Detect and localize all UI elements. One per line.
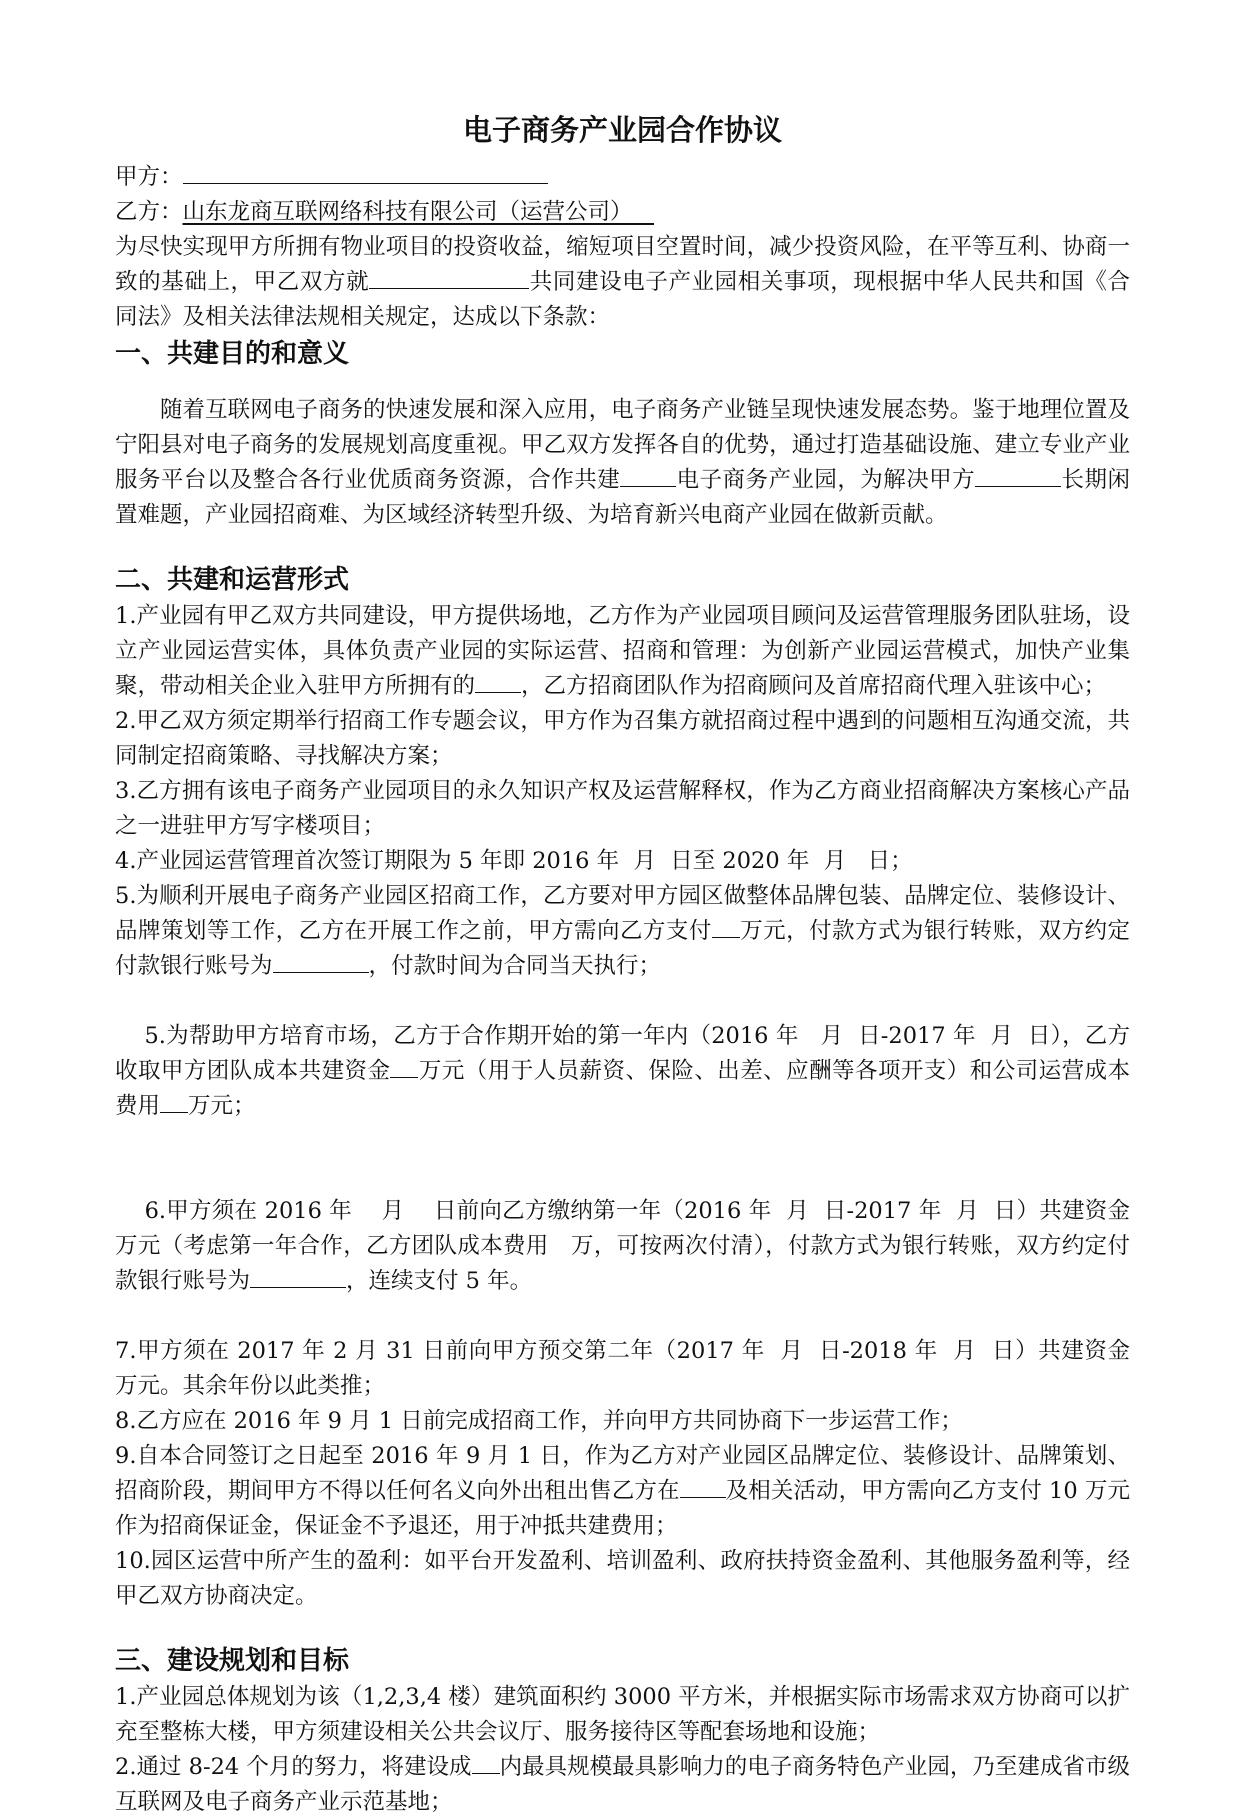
section-2-item-5a-text-2: 万元，付款方式为银行转账，双方约定付款银行账号为	[115, 918, 1130, 979]
party-b-label: 乙方：	[115, 199, 183, 225]
section-2-item-5b-text-1: 5.为帮助甲方培育市场，乙方于合作期开始的第一年内（2016 年 月 日-2017 年 月 日），乙方收取甲方团队成本共建资金	[115, 1023, 1130, 1084]
section-3-item-2-text-b: 内最具规模最具影响力的电子商务特色产业园，乃至建成省市级互联网及电子商务产业示范基地；	[115, 1754, 1130, 1815]
property-name-blank	[975, 464, 1061, 487]
section-2-item-6	[115, 1159, 1138, 1334]
section-2-item-1-text-b: ，乙方招商团队作为招商顾问及首席招商代理入驻该中心；	[521, 673, 1107, 699]
section-3-item-1: 1.产业园总体规划为该（1,2,3,4 楼）建筑面积约 3000 平方米，并根据实际市场需求双方协商可以扩充至整栋大楼，甲方须建设相关公共会议厅、服务接待区等配套场地和设施；	[115, 1684, 1130, 1745]
section-2-item-10: 10.园区运营中所产生的盈利：如平台开发盈利、培训盈利、政府扶持资金盈利、其他服务盈利等，经甲乙双方协商决定。	[115, 1548, 1130, 1609]
section-1-text-3: 长期闲置难题，产业园招商难、为区域经济转型升级、为培育新兴电商产业园在做新贡献。	[115, 467, 1130, 528]
section-2-item-5a-text-3: ，付款时间为合同当天执行；	[368, 953, 662, 979]
section-3-item-2-text-a: 2.通过 8-24 个月的努力，将建设成	[115, 1754, 472, 1780]
party-b-line	[115, 195, 1130, 230]
bank-account-blank-1	[273, 950, 369, 973]
section-2-item-5a	[115, 879, 1130, 984]
team-cost-blank	[390, 1055, 418, 1078]
section-3-item-2	[115, 1750, 1130, 1820]
section-2-item-1	[115, 599, 1130, 704]
party-a-blank	[183, 161, 548, 184]
section-2-item-5b-text-3: 万元；	[188, 1093, 256, 1119]
preamble	[115, 230, 1130, 335]
party-a-line	[115, 160, 1130, 195]
section-3-heading: 三、建设规划和目标	[115, 1646, 350, 1676]
section-1-heading: 一、共建目的和意义	[115, 339, 350, 369]
section-2-item-9-text-b: 及相关活动，甲方需向乙方支付 10 万元作为招商保证金，保证金不予退还，用于冲抵共建费用；	[115, 1478, 1130, 1539]
section-2-item-6-text-a: 6.甲方须在 2016 年 月 日前向乙方缴纳第一年（2016 年 月 日-2017 年 月 日）共建资金 万元（考虑第一年合作，乙方团队成本费用 万，可按两次付清），付款方式为银行转账，双方约定付款银行账号为	[115, 1198, 1138, 1294]
region-blank	[472, 1751, 500, 1774]
section-2-item-5a-text-1: 5.为顺利开展电子商务产业园区招商工作，乙方要对甲方园区做整体品牌包装、品牌定位、装修设计、品牌策划等工作，乙方在开展工作之前，甲方需向乙方支付	[115, 883, 1130, 944]
activity-blank	[680, 1475, 726, 1498]
section-2-item-7: 7.甲方须在 2017 年 2 月 31 日前向甲方预交第二年（2017 年 月 日-2018 年 月 日）共建资金 万元。其余年份以此类推；	[115, 1338, 1138, 1399]
operating-cost-blank	[160, 1090, 188, 1113]
bank-account-blank-2	[250, 1265, 346, 1288]
section-2-item-3: 3.乙方拥有该电子商务产业园项目的永久知识产权及运营解释权，作为乙方商业招商解决方案核心产品之一进驻甲方写字楼项目；	[115, 778, 1130, 839]
section-2-item-5b-text-2: 万元（用于人员薪资、保险、出差、应酬等各项开支）和公司运营成本费用	[115, 1058, 1130, 1119]
section-2-item-8: 8.乙方应在 2016 年 9 月 1 日前完成招商工作，并向甲方共同协商下一步运营工作；	[115, 1408, 963, 1434]
section-2-heading: 二、共建和运营形式	[115, 565, 350, 595]
section-2-item-9-text-a: 9.自本合同签订之日起至 2016 年 9 月 1 日，作为乙方对产业园区品牌定位、装修设计、品牌策划、招商阶段，期间甲方不得以任何名义向外出租出售乙方在	[115, 1443, 1130, 1504]
preamble-text-2: 共同建设电子产业园相关事项，现根据中华人民共和国《合同法》及相关法律法规相关规定，达成以下条款：	[115, 269, 1130, 330]
section-1-paragraph	[115, 393, 1130, 533]
party-a-label: 甲方：	[115, 164, 183, 190]
party-b-trailing-underline	[633, 199, 654, 225]
section-2-item-6-text-b: ，连续支付 5 年。	[346, 1268, 533, 1294]
section-1-text-1: 随着互联网电子商务的快速发展和深入应用，电子商务产业链呈现快速发展态势。鉴于地理位置及宁阳县对电子商务的发展规划高度重视。甲乙双方发挥各自的优势，通过打造基础设施、建立专业产业服务平台以及整合各行业优质商务资源，合作共建	[115, 397, 1130, 493]
preamble-text-1: 为尽快实现甲方所拥有物业项目的投资收益，缩短项目空置时间，减少投资风险，在平等互利、协商一致的基础上，甲乙双方就	[115, 234, 1130, 295]
document-title: 电子商务产业园合作协议	[462, 113, 782, 147]
section-2-item-4: 4.产业园运营管理首次签订期限为 5 年即 2016 年 月 日至 2020 年 月 日；	[115, 848, 913, 874]
project-name-blank	[369, 266, 529, 289]
property-blank	[475, 670, 521, 693]
section-2-item-2: 2.甲乙双方须定期举行招商工作专题会议，甲方作为召集方就招商过程中遇到的问题相互沟通交流，共同制定招商策略、寻找解决方案；	[115, 708, 1130, 769]
section-2-item-1-text-a: 1.产业园有甲乙双方共同建设，甲方提供场地，乙方作为产业园项目顾问及运营管理服务团队驻场，设立产业园运营实体，具体负责产业园的实际运营、招商和管理：为创新产业园运营模式，加快产业集聚，带动相关企业入驻甲方所拥有的	[115, 603, 1130, 699]
park-location-blank	[620, 464, 676, 487]
party-b-name: 山东龙商互联网络科技有限公司（运营公司）	[182, 199, 633, 225]
section-2-item-9	[115, 1439, 1130, 1544]
fee-amount-blank	[712, 915, 740, 938]
section-2-item-5b	[115, 984, 1130, 1159]
section-1-text-2: 电子商务产业园，为解决甲方	[676, 467, 976, 493]
